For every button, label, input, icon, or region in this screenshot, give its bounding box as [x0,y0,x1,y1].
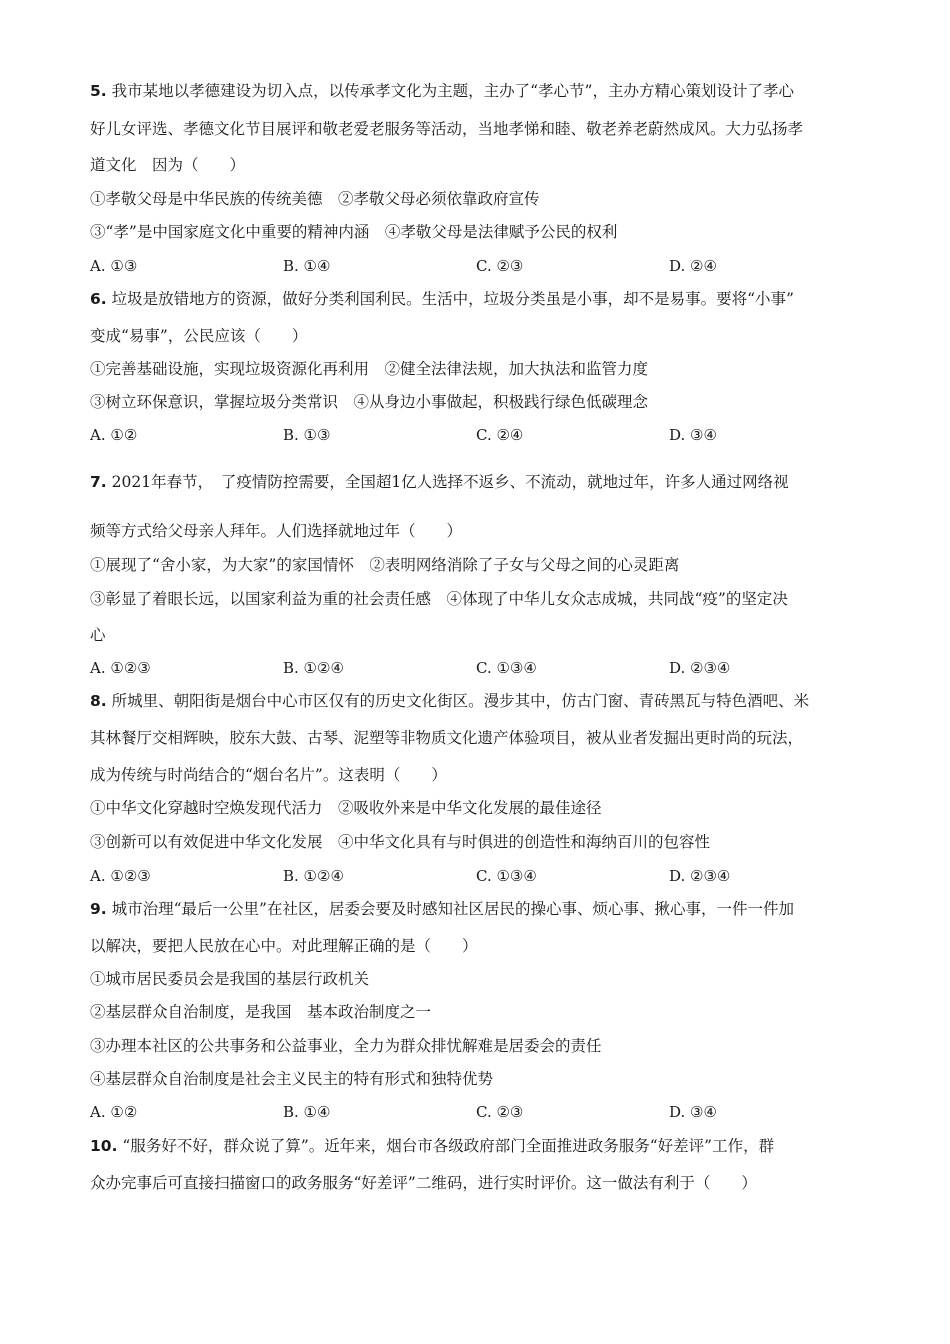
question-8-stem-line-1: 8. 所城里、朝阳街是烟台中心市区仅有的历史文化街区。漫步其中，仿古门窗、青砖黑瓦与特色酒吧、米 [90,692,810,710]
option-d[interactable]: D. ③④ [669,426,717,444]
question-7-statement-1: ①展现了“舍小家，为大家”的家国情怀 ②表明网络消除了子女与父母之间的心灵距离 [90,556,680,574]
question-number: 6. [90,290,107,308]
question-9-statement-4: ④基层群众自治制度是社会主义民主的特有形式和独特优势 [90,1070,494,1088]
question-7-statement-2-cont: 心 [90,626,106,644]
option-a[interactable]: A. ①② [90,426,138,444]
question-9-statement-1: ①城市居民委员会是我国的基层行政机关 [90,970,370,988]
question-6-options [90,425,880,445]
option-b[interactable]: B. ①②④ [283,659,344,677]
option-c[interactable]: C. ①③④ [476,659,537,677]
question-9-options [90,1102,880,1122]
option-a[interactable]: A. ①②③ [90,659,151,677]
question-number: 7. [90,473,107,491]
option-a[interactable]: A. ①②③ [90,867,151,885]
question-8-statement-1: ①中华文化穿越时空焕发现代活力 ②吸收外来是中华文化发展的最佳途径 [90,799,602,817]
question-number: 8. [90,692,107,710]
option-d[interactable]: D. ②④ [669,257,717,275]
option-b[interactable]: B. ①③ [283,426,331,444]
option-b[interactable]: B. ①④ [283,257,331,275]
question-5-stem-line-2: 好儿女评选、孝德文化节目展评和敬老爱老服务等活动，当地孝悌和睦、敬老养老蔚然成风。大力弘扬孝 [90,120,804,138]
question-9-stem-line-1: 9. 城市治理“最后一公里”在社区，居委会要及时感知社区居民的操心事、烦心事、揪心事，一件一件加 [90,900,794,918]
option-d[interactable]: D. ②③④ [669,867,731,885]
option-c[interactable]: C. ②③ [476,1103,524,1121]
question-number: 9. [90,900,107,918]
question-6-statement-1: ①完善基础设施，实现垃圾资源化再利用 ②健全法律法规，加大执法和监管力度 [90,360,649,378]
question-5-statement-2: ③“孝”是中国家庭文化中重要的精神内涵 ④孝敬父母是法律赋予公民的权利 [90,223,618,241]
question-6-stem-line-2: 变成“易事”，公民应该（ ） [90,327,308,345]
option-c[interactable]: C. ①③④ [476,867,537,885]
question-5-options [90,256,880,276]
question-8-stem-line-2: 其林餐厅交相辉映，胶东大鼓、古琴、泥塑等非物质文化遗产体验项目，被从业者发掘出更时尚的玩法， [90,729,804,747]
question-9-statement-3: ③办理本社区的公共事务和公益事业，全力为群众排忧解难是居委会的责任 [90,1037,602,1055]
option-d[interactable]: D. ③④ [669,1103,717,1121]
question-7-stem-line-1: 7. 2021年春节， 了疫情防控需要，全国超1亿人选择不返乡、不流动，就地过年，许多人通过网络视 [90,473,789,491]
question-9-statement-2: ②基层群众自治制度，是我国 基本政治制度之一 [90,1003,432,1021]
question-7-statement-2: ③彰显了着眼长远，以国家利益为重的社会责任感 ④体现了中华儿女众志成城，共同战“疫”的坚定决 [90,590,788,608]
option-d[interactable]: D. ②③④ [669,659,731,677]
question-8-statement-2: ③创新可以有效促进中华文化发展 ④中华文化具有与时俱进的创造性和海纳百川的包容性 [90,833,711,851]
question-5-stem-line-3: 道文化 因为（ ） [90,156,246,174]
question-8-options [90,866,880,886]
question-5-statement-1: ①孝敬父母是中华民族的传统美德 ②孝敬父母必须依靠政府宣传 [90,190,540,208]
question-7-options [90,658,880,678]
question-number: 5. [90,82,107,100]
question-number: 10. [90,1137,118,1155]
option-c[interactable]: C. ②③ [476,257,524,275]
question-8-stem-line-3: 成为传统与时尚结合的“烟台名片”。这表明（ ） [90,766,447,784]
option-b[interactable]: B. ①④ [283,1103,331,1121]
option-a[interactable]: A. ①② [90,1103,138,1121]
option-a[interactable]: A. ①③ [90,257,138,275]
question-10-stem-line-2: 众办完事后可直接扫描窗口的政务服务“好差评”二维码，进行实时评价。这一做法有利于（ ） [90,1174,757,1192]
question-10-stem-line-1: 10. “服务好不好，群众说了算”。近年来，烟台市各级政府部门全面推进政务服务“好差评”工作，群 [90,1137,775,1155]
option-b[interactable]: B. ①②④ [283,867,344,885]
option-c[interactable]: C. ②④ [476,426,524,444]
question-6-stem-line-1: 6. 垃圾是放错地方的资源，做好分类利国利民。生活中，垃圾分类虽是小事，却不是易事。要将“小事” [90,290,794,308]
question-6-statement-2: ③树立环保意识，掌握垃圾分类常识 ④从身边小事做起，积极践行绿色低碳理念 [90,393,649,411]
question-7-stem-line-2: 频等方式给父母亲人拜年。人们选择就地过年（ ） [90,522,463,540]
question-9-stem-line-2: 以解决，要把人民放在心中。对此理解正确的是（ ） [90,937,478,955]
question-5-stem-line-1: 5. 我市某地以孝德建设为切入点，以传承孝文化为主题，主办了“孝心节”，主办方精心策划设计了孝心 [90,82,794,100]
